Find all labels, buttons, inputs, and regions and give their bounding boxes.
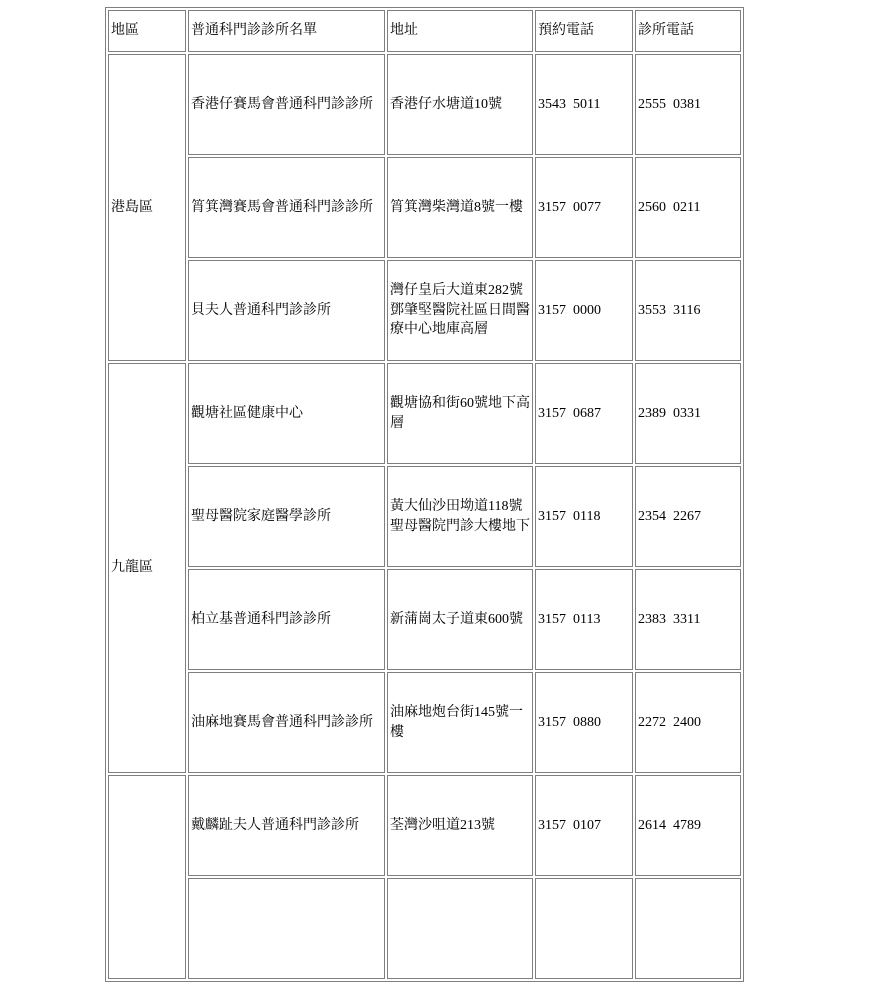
- header-cell-booking-phone: 預約電話: [535, 10, 633, 52]
- clinic-phone-cell: 2354 2267: [635, 466, 741, 567]
- booking-phone-cell: 3543 5011: [535, 54, 633, 155]
- clinic-name-cell: 香港仔賽馬會普通科門診診所: [188, 54, 385, 155]
- clinic-phone-cell: [635, 878, 741, 979]
- header-cell-district: 地區: [108, 10, 186, 52]
- clinic-table: [105, 7, 744, 982]
- clinic-name-cell: 柏立基普通科門診診所: [188, 569, 385, 670]
- clinic-name-cell: 聖母醫院家庭醫學診所: [188, 466, 385, 567]
- booking-phone-cell: 3157 0000: [535, 260, 633, 361]
- table-row: [108, 363, 741, 464]
- table-row: [108, 775, 741, 876]
- clinic-name-cell: 觀塘社區健康中心: [188, 363, 385, 464]
- clinic-name-cell: 筲箕灣賽馬會普通科門診診所: [188, 157, 385, 258]
- clinic-name-cell: 貝夫人普通科門診診所: [188, 260, 385, 361]
- district-cell: [108, 775, 186, 979]
- district-cell: 九龍區: [108, 363, 186, 773]
- booking-phone-cell: 3157 0107: [535, 775, 633, 876]
- address-cell: 灣仔皇后大道東282號鄧肇堅醫院社區日間醫療中心地庫高層: [387, 260, 533, 361]
- address-cell: 新蒲崗太子道東600號: [387, 569, 533, 670]
- header-cell-clinic-phone: 診所電話: [635, 10, 741, 52]
- booking-phone-cell: 3157 0118: [535, 466, 633, 567]
- clinic-name-cell: [188, 878, 385, 979]
- clinic-phone-cell: 2272 2400: [635, 672, 741, 773]
- clinic-name-cell: 戴麟趾夫人普通科門診診所: [188, 775, 385, 876]
- table-row: [108, 672, 741, 773]
- header-cell-clinic-name: 普通科門診診所名單: [188, 10, 385, 52]
- address-cell: 荃灣沙咀道213號: [387, 775, 533, 876]
- table-row: [108, 157, 741, 258]
- clinic-name-cell: 油麻地賽馬會普通科門診診所: [188, 672, 385, 773]
- table-row: [108, 878, 741, 979]
- clinic-phone-cell: 2560 0211: [635, 157, 741, 258]
- address-cell: 筲箕灣柴灣道8號一樓: [387, 157, 533, 258]
- booking-phone-cell: 3157 0880: [535, 672, 633, 773]
- address-cell: 香港仔水塘道10號: [387, 54, 533, 155]
- clinic-phone-cell: 2614 4789: [635, 775, 741, 876]
- clinic-phone-cell: 3553 3116: [635, 260, 741, 361]
- clinic-phone-cell: 2555 0381: [635, 54, 741, 155]
- table-row: [108, 54, 741, 155]
- district-cell: 港島區: [108, 54, 186, 361]
- address-cell: [387, 878, 533, 979]
- table-row: [108, 466, 741, 567]
- address-cell: 黃大仙沙田坳道118號聖母醫院門診大樓地下: [387, 466, 533, 567]
- clinic-phone-cell: 2383 3311: [635, 569, 741, 670]
- booking-phone-cell: 3157 0113: [535, 569, 633, 670]
- table-header-row: [108, 10, 741, 52]
- address-cell: 觀塘協和街60號地下高層: [387, 363, 533, 464]
- clinic-phone-cell: 2389 0331: [635, 363, 741, 464]
- booking-phone-cell: 3157 0687: [535, 363, 633, 464]
- booking-phone-cell: [535, 878, 633, 979]
- header-cell-address: 地址: [387, 10, 533, 52]
- table-row: [108, 569, 741, 670]
- table-row: [108, 260, 741, 361]
- booking-phone-cell: 3157 0077: [535, 157, 633, 258]
- address-cell: 油麻地炮台街145號一樓: [387, 672, 533, 773]
